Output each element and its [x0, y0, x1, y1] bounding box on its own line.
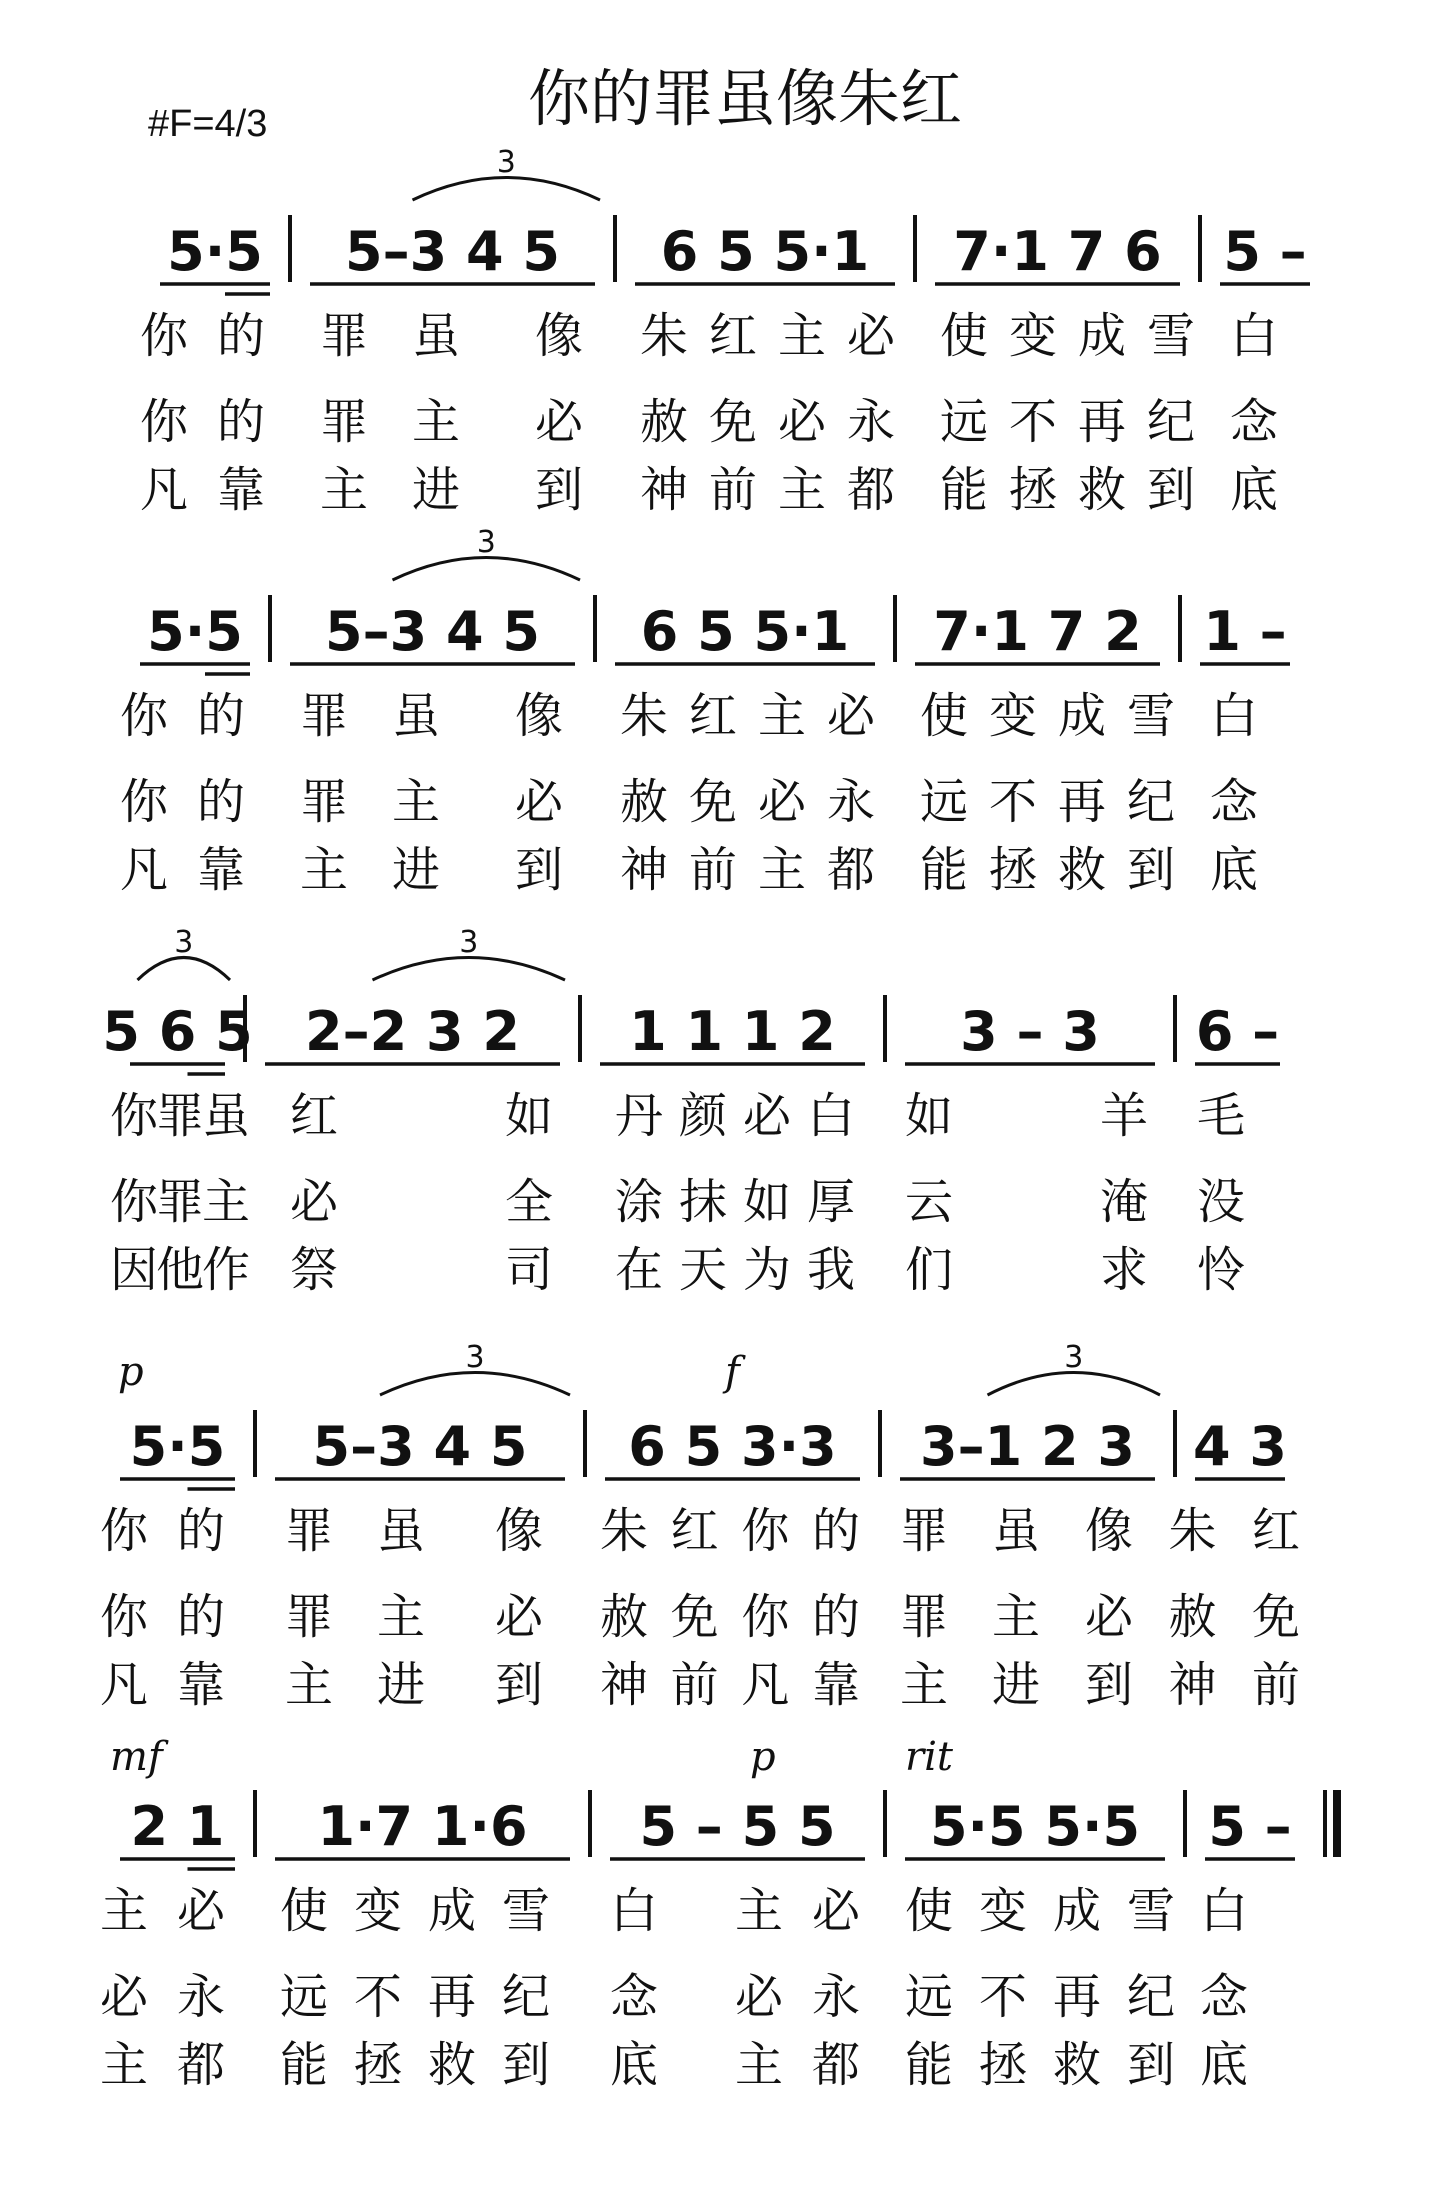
dynamic-mark: rit — [905, 1734, 953, 1780]
dynamic-mark: p — [118, 1349, 144, 1395]
lyric-word: 罪主 — [900, 1589, 1040, 1645]
lyric-word: 主进 — [320, 462, 460, 518]
lyric-word: 涂抹如厚 — [615, 1174, 855, 1230]
lyric-word: 念 — [1230, 394, 1279, 450]
lyric-word: 凡靠 — [120, 842, 245, 898]
measure-notes: 6 5 5·1 — [660, 220, 870, 283]
lyric-word: 主都 — [735, 2037, 860, 2093]
lyric-word: 使变成雪 — [905, 1883, 1175, 1939]
lyric-word: 像朱红 — [1085, 1503, 1300, 1559]
lyric-word: 能拯救到 — [940, 462, 1195, 518]
measure-notes: 4 3 — [1193, 1415, 1287, 1478]
lyric-word: 罪虽 — [300, 688, 440, 744]
tuplet-label: 3 — [465, 1340, 485, 1375]
lyric-word: 底 — [1210, 842, 1259, 898]
measure-notes: 1 – — [1203, 600, 1287, 663]
lyric-word: 你的 — [120, 688, 245, 744]
lyric-word: 使变成雪 — [280, 1883, 550, 1939]
lyric-word: 罪虽 — [285, 1503, 425, 1559]
measure-notes: 3–1 2 3 — [920, 1415, 1135, 1478]
measure-notes: 5 – — [1208, 1795, 1292, 1858]
lyric-word: 能拯救到 — [905, 2037, 1175, 2093]
tuplet-slur — [380, 1373, 570, 1396]
lyric-word: 主都 — [100, 2037, 225, 2093]
measure-notes: 5·5 — [147, 600, 243, 663]
lyric-word: 你罪虽 — [110, 1088, 250, 1144]
lyric-word: 求怜 — [1100, 1242, 1245, 1298]
lyric-word: 到 — [515, 842, 564, 898]
measure-notes: 5–3 4 5 — [345, 220, 560, 283]
tuplet-slur — [393, 558, 581, 581]
lyric-word: 朱红主必 — [640, 308, 895, 364]
lyric-word: 赦免必永 — [640, 394, 895, 450]
lyric-word: 白 — [610, 1883, 659, 1939]
lyric-word: 你罪主 — [110, 1174, 250, 1230]
song-title: 你的罪虽像朱红 — [527, 62, 963, 135]
dynamic-mark: p — [750, 1734, 776, 1780]
lyric-word: 白 — [1200, 1883, 1249, 1939]
lyric-word: 使变成雪 — [940, 308, 1195, 364]
lyric-word: 必 — [515, 774, 564, 830]
measure-notes: 5·5 — [167, 220, 263, 283]
measure-notes: 5–3 4 5 — [312, 1415, 528, 1478]
lyric-word: 罪主 — [285, 1589, 425, 1645]
tuplet-label: 3 — [459, 925, 479, 960]
lyric-word: 远不再纪 — [905, 1969, 1175, 2025]
lyric-word: 淹没 — [1100, 1174, 1245, 1230]
tuplet-label: 3 — [174, 925, 194, 960]
lyric-word: 罪主 — [300, 774, 440, 830]
measure-notes: 7·1 7 2 — [933, 600, 1142, 663]
lyric-word: 赦免你的 — [600, 1589, 860, 1645]
lyric-word: 神前主都 — [640, 462, 895, 518]
lyric-word: 你的 — [140, 394, 265, 450]
lyric-word: 像 — [495, 1503, 544, 1559]
tuplet-slur — [988, 1373, 1161, 1396]
lyric-word: 使变成雪 — [920, 688, 1175, 744]
music-system — [100, 1734, 1337, 2093]
lyric-word: 底 — [610, 2037, 659, 2093]
lyric-word: 必永 — [100, 1969, 225, 2025]
lyric-word: 主必 — [100, 1883, 225, 1939]
lyric-word: 远不再纪 — [940, 394, 1195, 450]
measure-notes: 5–3 4 5 — [325, 600, 540, 663]
lyric-word: 能拯救到 — [920, 842, 1175, 898]
measure-notes: 5·5 5·5 — [929, 1795, 1141, 1858]
measure-notes: 1·7 1·6 — [317, 1795, 528, 1858]
lyric-word: 像 — [515, 688, 564, 744]
lyric-word: 朱红主必 — [620, 688, 875, 744]
lyric-word: 远不再纪 — [280, 1969, 550, 2025]
music-system — [140, 145, 1310, 518]
lyric-word: 罪虽 — [900, 1503, 1040, 1559]
lyric-word: 你的 — [120, 774, 245, 830]
lyric-word: 白 — [1230, 308, 1279, 364]
lyric-word: 司 — [505, 1242, 554, 1298]
lyric-word: 念 — [610, 1969, 659, 2025]
measure-notes: 6 – — [1195, 1000, 1280, 1063]
measure-notes: 2–2 3 2 — [305, 1000, 520, 1063]
lyric-word: 全 — [505, 1174, 554, 1230]
tuplet-slur — [138, 958, 231, 981]
lyric-word: 因他作 — [110, 1242, 250, 1298]
lyric-word: 底 — [1230, 462, 1279, 518]
lyric-word: 念 — [1210, 774, 1259, 830]
lyric-word: 在天为我 — [615, 1242, 855, 1298]
lyric-word: 云 — [905, 1174, 954, 1230]
lyric-word: 神前凡靠 — [600, 1657, 860, 1713]
lyric-word: 能拯救到 — [280, 2037, 550, 2093]
lyric-word: 到 — [535, 462, 584, 518]
lyric-word: 念 — [1200, 1969, 1249, 2025]
lyric-word: 羊毛 — [1100, 1088, 1245, 1144]
lyric-word: 凡靠 — [140, 462, 265, 518]
music-system — [120, 525, 1290, 898]
lyric-word: 到 — [495, 1657, 544, 1713]
lyric-word: 你的 — [140, 308, 265, 364]
measure-notes: 5·5 — [129, 1415, 226, 1478]
dynamic-mark: f — [725, 1349, 740, 1395]
lyric-word: 们 — [905, 1242, 954, 1298]
lyric-word: 丹颜必白 — [615, 1088, 855, 1144]
lyric-word: 底 — [1200, 2037, 1249, 2093]
lyric-word: 主进 — [900, 1657, 1040, 1713]
lyric-word: 远不再纪 — [920, 774, 1175, 830]
lyric-word: 必 — [535, 394, 584, 450]
lyric-word: 如 — [505, 1088, 554, 1144]
lyric-word: 白 — [1210, 688, 1259, 744]
lyric-word: 朱红你的 — [600, 1503, 860, 1559]
lyric-word: 赦免必永 — [620, 774, 875, 830]
lyric-word: 必 — [290, 1174, 339, 1230]
tuplet-label: 3 — [476, 525, 496, 560]
measure-notes: 6 5 5·1 — [640, 600, 850, 663]
lyric-word: 你的 — [100, 1589, 225, 1645]
measure-notes: 2 1 — [130, 1795, 225, 1858]
tuplet-label: 3 — [1064, 1340, 1084, 1375]
measure-notes: 5 6 5 — [102, 1000, 253, 1063]
lyric-word: 必 — [495, 1589, 544, 1645]
lyric-word: 你的 — [100, 1503, 225, 1559]
measure-notes: 6 5 3·3 — [628, 1415, 837, 1478]
lyric-word: 红 — [290, 1088, 339, 1144]
music-system — [102, 925, 1280, 1298]
dynamic-mark: mf — [110, 1734, 163, 1780]
tuplet-slur — [373, 958, 566, 981]
lyric-word: 神前主都 — [620, 842, 875, 898]
lyric-word: 罪虽 — [320, 308, 460, 364]
lyric-word: 到神前 — [1085, 1657, 1300, 1713]
lyric-word: 罪主 — [320, 394, 460, 450]
tuplet-slur — [413, 178, 601, 201]
tuplet-label: 3 — [496, 145, 516, 180]
measure-notes: 7·1 7 6 — [953, 220, 1162, 283]
lyric-word: 如 — [905, 1088, 954, 1144]
lyric-word: 祭 — [290, 1242, 339, 1298]
lyric-word: 主进 — [285, 1657, 425, 1713]
music-systems — [100, 145, 1337, 2093]
measure-notes: 3 – 3 — [960, 1000, 1100, 1063]
key-signature: #F=4/3 — [148, 103, 268, 145]
lyric-word: 主进 — [300, 842, 440, 898]
measure-notes: 5 – 5 5 — [639, 1795, 836, 1858]
lyric-word: 必永 — [735, 1969, 860, 2025]
lyric-word: 必赦免 — [1085, 1589, 1300, 1645]
lyric-word: 像 — [535, 308, 584, 364]
lyric-word: 凡靠 — [100, 1657, 225, 1713]
music-system — [100, 1340, 1300, 1713]
measure-notes: 1 1 1 2 — [629, 1000, 836, 1063]
lyric-word: 主必 — [735, 1883, 860, 1939]
measure-notes: 5 – — [1223, 220, 1307, 283]
